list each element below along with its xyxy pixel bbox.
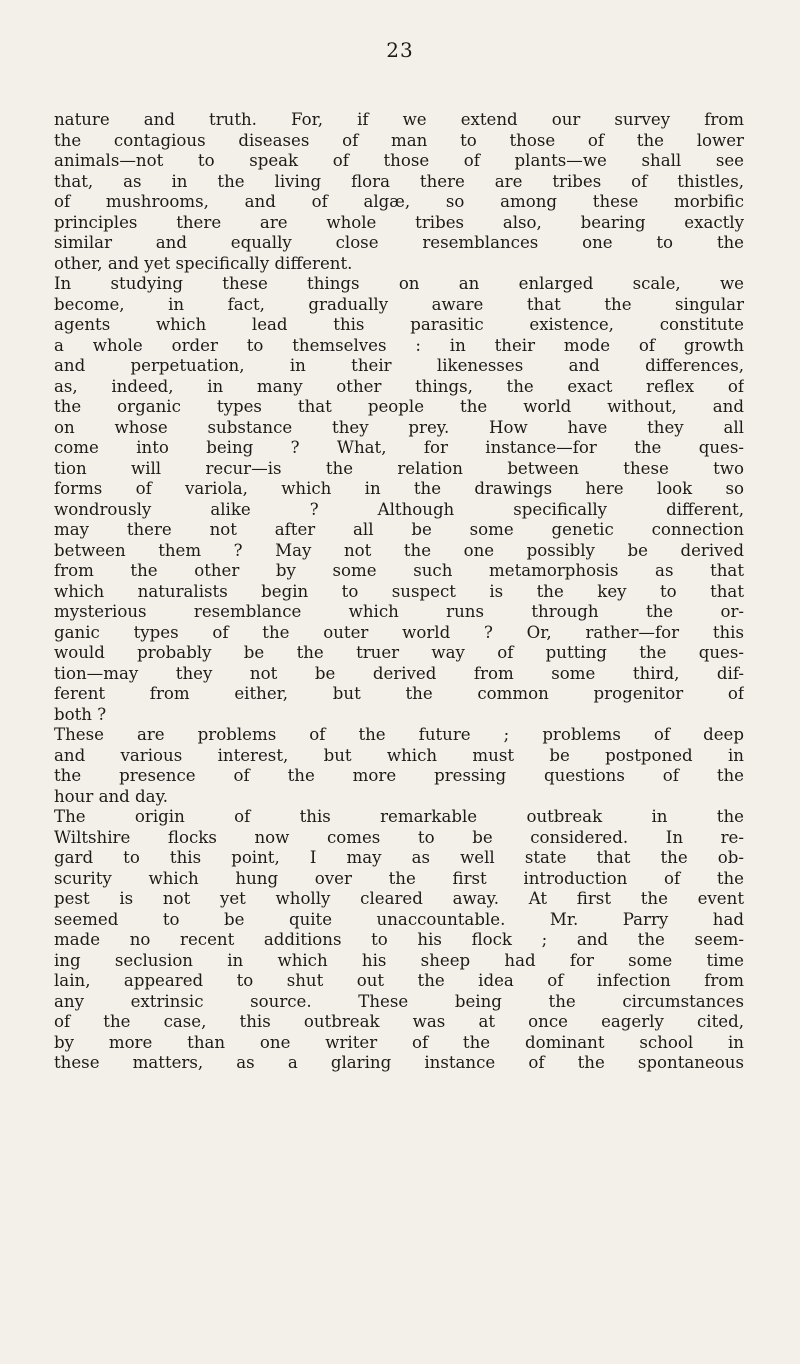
text-line: by more than one writer of the dominant school in xyxy=(54,1032,744,1052)
text-line: wondrously alike ? Although specifically different, xyxy=(54,499,744,519)
text-line: from the other by some such metamorphosis as that xyxy=(54,561,744,580)
text-line: similar and equally close resemblances one to the xyxy=(54,233,744,252)
text-line: scurity which hung over the first introduction of the xyxy=(54,868,744,888)
text-line: animals—not to speak of those of plants—we shall see xyxy=(54,151,744,170)
text-line: hour and day. xyxy=(54,786,169,806)
body-text xyxy=(54,110,744,1074)
text-line: of mushrooms, and of algæ, so among these morbific xyxy=(54,192,744,211)
text-line: as, indeed, in many other things, the exact reflex of xyxy=(54,376,744,396)
text-line: In studying these things on an enlarged scale, we xyxy=(54,274,744,293)
text-line: become, in fact, gradually aware that the singular xyxy=(54,294,744,314)
text-line: would probably be the truer way of putting the ques- xyxy=(54,643,744,662)
text-line: principles there are whole tribes also, bearing exactly xyxy=(54,212,744,232)
text-line: the contagious diseases of man to those of the lower xyxy=(54,130,744,150)
text-line: on whose substance they prey. How have they all xyxy=(54,417,744,437)
text-line: may there not after all be some genetic connection xyxy=(54,520,744,539)
text-line: these matters, as a glaring instance of the spontaneous xyxy=(54,1053,744,1072)
text-line: tion will recur—is the relation between these two xyxy=(54,458,744,478)
text-line: agents which lead this parasitic existence, constitute xyxy=(54,315,744,334)
text-line: which naturalists begin to suspect is the key to that xyxy=(54,581,744,601)
text-line: and various interest, but which must be postponed in xyxy=(54,745,744,765)
text-line: come into being ? What, for instance—for the ques- xyxy=(54,438,744,457)
text-line: mysterious resemblance which runs through the or- xyxy=(54,602,744,621)
text-line: forms of variola, which in the drawings here look so xyxy=(54,479,744,498)
text-line: both ? xyxy=(54,704,107,724)
text-line: These are problems of the future ; problems of deep xyxy=(54,725,744,744)
text-line: tion—may they not be derived from some third, dif- xyxy=(54,663,744,683)
text-line: any extrinsic source. These being the circumstances xyxy=(54,991,744,1011)
text-line: the presence of the more pressing questions of the xyxy=(54,766,744,785)
page-number: 23 xyxy=(386,38,414,62)
text-line: and perpetuation, in their likenesses and differences, xyxy=(54,356,744,375)
text-line: a whole order to themselves : in their mode of growth xyxy=(54,335,744,355)
text-line: other, and yet specifically different. xyxy=(54,253,353,273)
text-line: the organic types that people the world without, and xyxy=(54,397,744,416)
text-line: between them ? May not the one possibly be derived xyxy=(54,540,744,560)
text-line: made no recent additions to his flock ; and the seem- xyxy=(54,930,744,949)
text-line: seemed to be quite unaccountable. Mr. Parry had xyxy=(54,909,744,929)
text-line: pest is not yet wholly cleared away. At first the event xyxy=(54,889,744,908)
text-line: Wiltshire flocks now comes to be considered. In re- xyxy=(54,827,744,847)
text-line: nature and truth. For, if we extend our survey from xyxy=(54,110,744,129)
text-line: The origin of this remarkable outbreak in the xyxy=(54,807,744,826)
text-line: ing seclusion in which his sheep had for some time xyxy=(54,950,744,970)
text-line: ganic types of the outer world ? Or, rather—for this xyxy=(54,622,744,642)
text-line: of the case, this outbreak was at once eagerly cited, xyxy=(54,1012,744,1031)
text-line: gard to this point, I may as well state that the ob- xyxy=(54,848,744,867)
text-line: lain, appeared to shut out the idea of infection from xyxy=(54,971,744,990)
text-line: that, as in the living flora there are tribes of thistles, xyxy=(54,171,744,191)
text-line: ferent from either, but the common progenitor of xyxy=(54,684,744,703)
